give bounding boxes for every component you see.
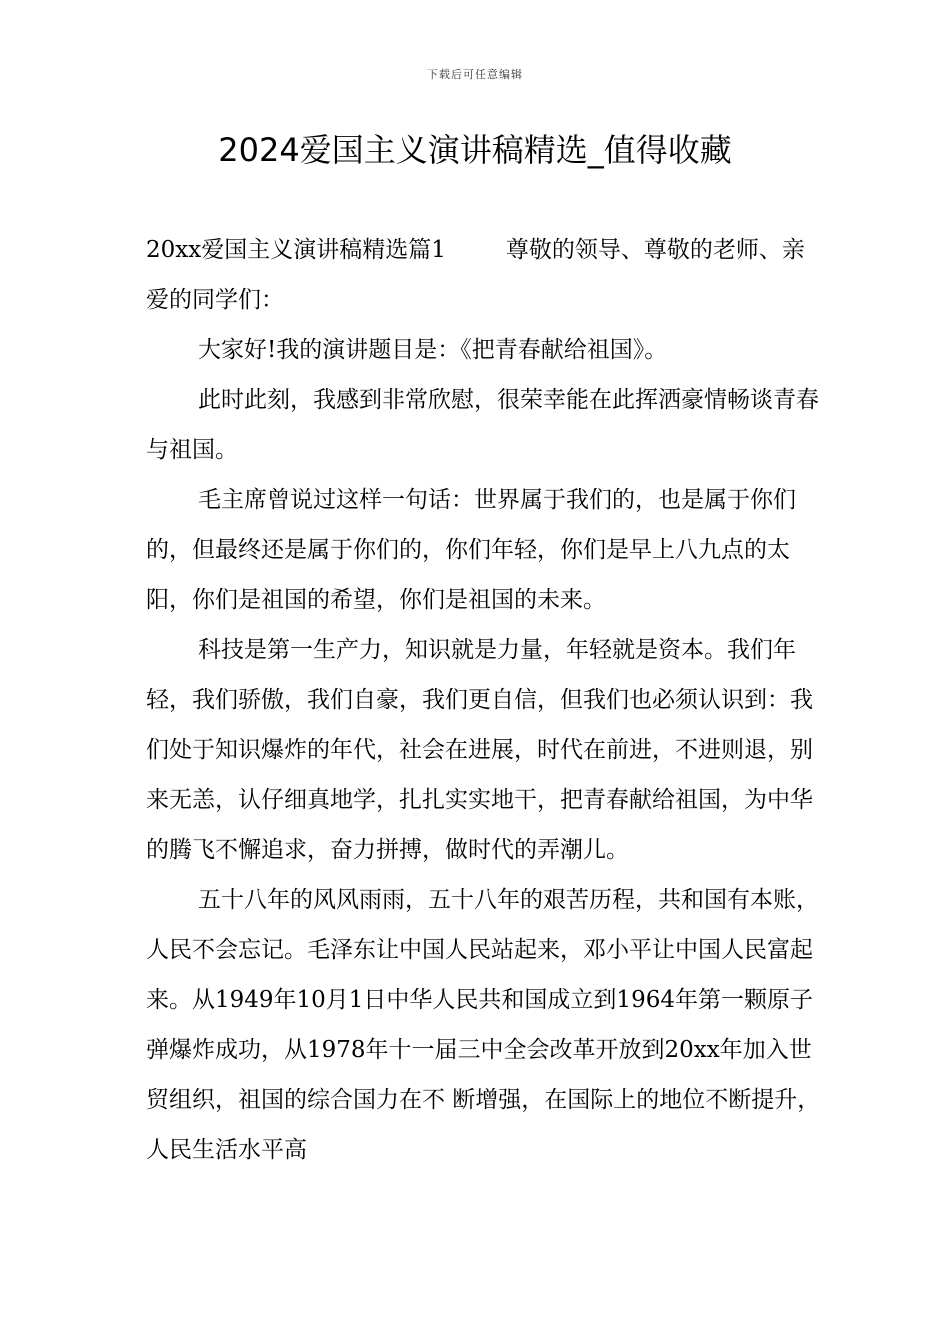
page-title: 2024爱国主义演讲稿精选_值得收藏 bbox=[218, 131, 732, 169]
salutation-text: 尊敬的领导、尊敬的老师、亲爱的同学们： bbox=[146, 237, 805, 313]
opening-paragraph bbox=[146, 225, 826, 325]
paragraph-quote: 毛主席曾说过这样一句话：世界属于我们的，也是属于你们的，但最终还是属于你们的，你们年轻，你们是早上八九点的太阳，你们是祖国的希望，你们是祖国的未来。 bbox=[146, 487, 796, 613]
header-note: 下载后可任意编辑 bbox=[427, 68, 523, 81]
paragraph-history: 五十八年的风风雨雨，五十八年的艰苦历程，共和国有本账，人民不会忘记。毛泽东让中国人民站起来，邓小平让中国人民富起来。从1949年10月1日中华人民共和国成立到1964年第一颗原子弹爆炸成功，从1978年十一届三中全会改革开放到20xx年加入世贸组织，祖国的综合国力在不 断增强，在国际上的地位不断提升，人民生活水平高 bbox=[146, 887, 821, 1163]
paragraph-youth: 科技是第一生产力，知识就是力量，年轻就是资本。我们年轻，我们骄傲，我们自豪，我们更自信，但我们也必须认识到：我们处于知识爆炸的年代，社会在进展，时代在前进，不进则退，别来无恙，认仔细真地学，扎扎实实地干，把青春献给祖国，为中华的腾飞不懈追求，奋力拼搏，做时代的弄潮儿。 bbox=[146, 637, 813, 863]
paragraph-feeling: 此时此刻，我感到非常欣慰，很荣幸能在此挥洒豪情畅谈青春与祖国。 bbox=[146, 387, 819, 463]
document-body bbox=[146, 225, 826, 1175]
paragraph-greeting: 大家好!我的演讲题目是：《把青春献给祖国》。 bbox=[198, 337, 668, 363]
section-heading: 20xx爱国主义演讲稿精选篇1 bbox=[146, 237, 446, 263]
